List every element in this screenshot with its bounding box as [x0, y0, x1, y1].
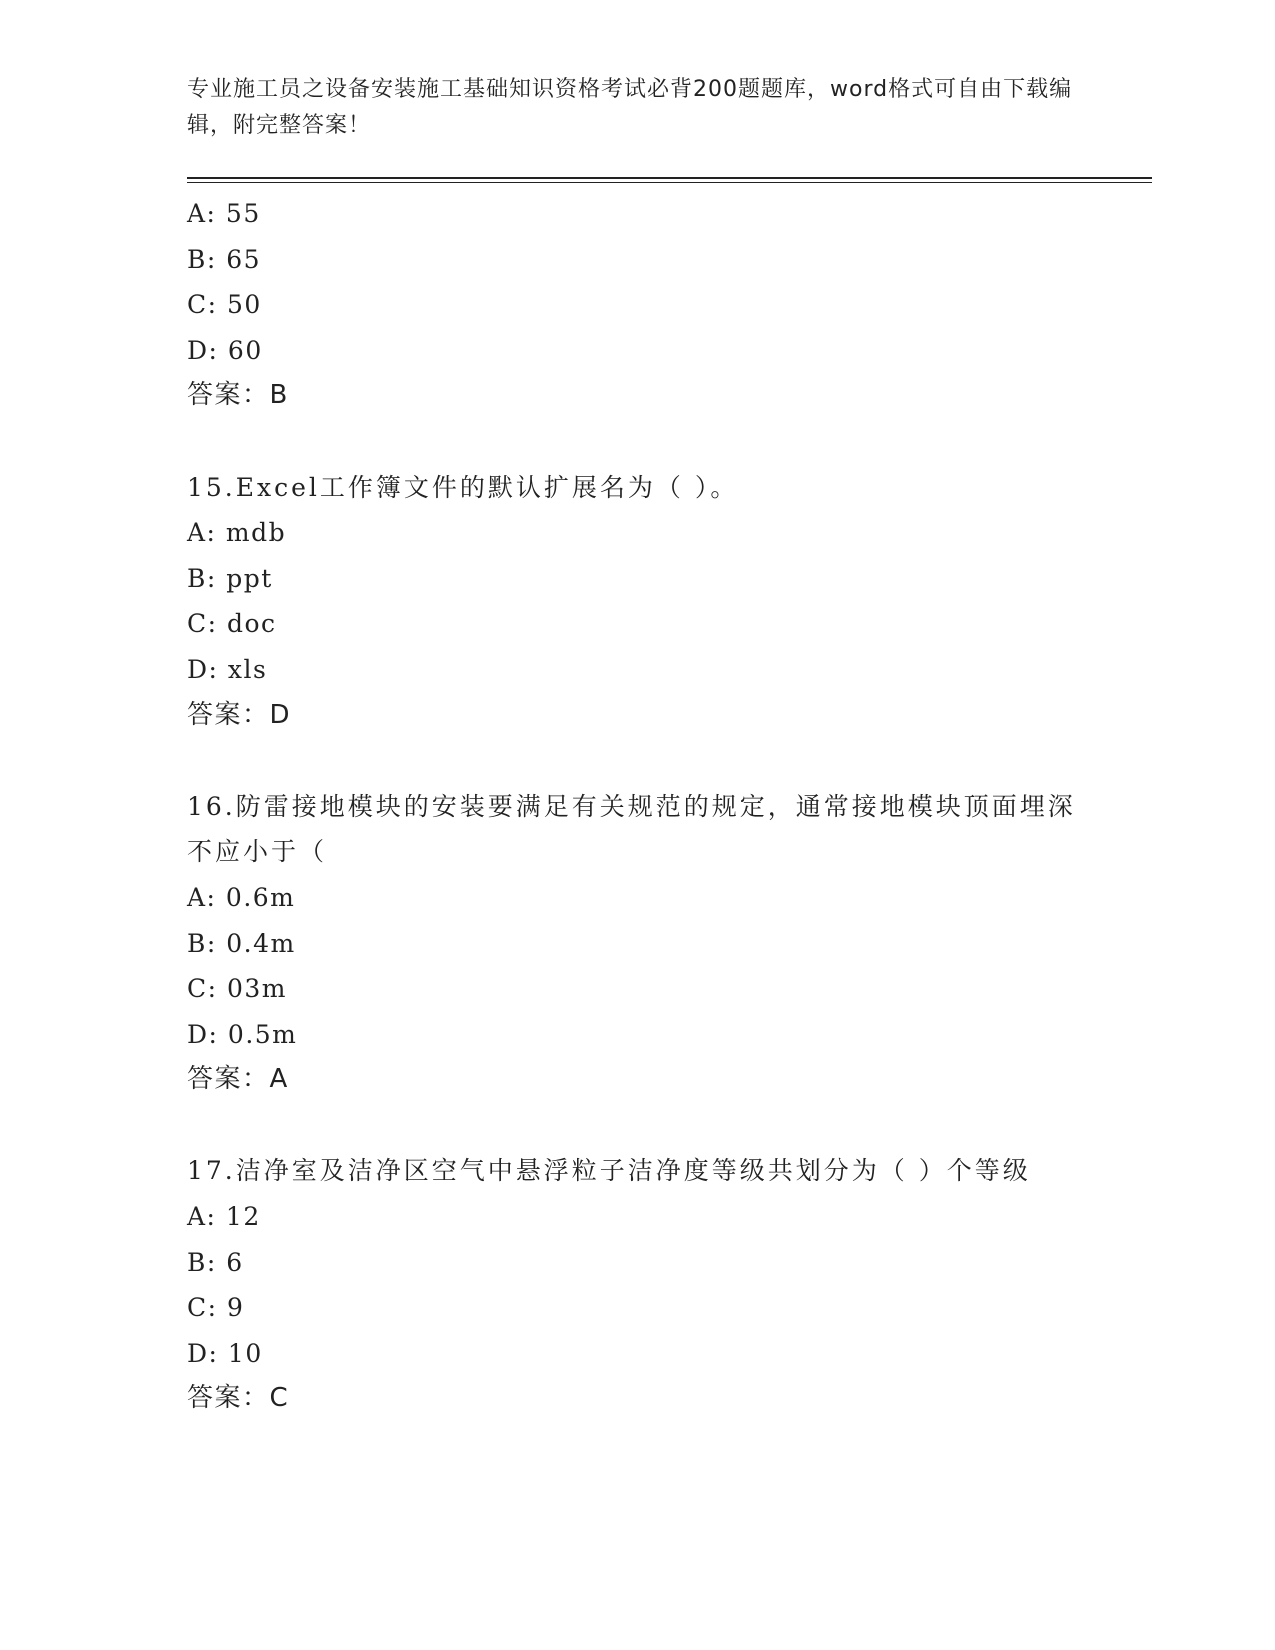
- option-c: C: 03m: [187, 974, 288, 1004]
- block-spacer: [187, 738, 1152, 784]
- option-a: A: 0.6m: [187, 882, 296, 912]
- answer-line: 答案：B: [187, 380, 289, 411]
- option-b: B: ppt: [187, 563, 273, 593]
- option-a: A: mdb: [187, 518, 287, 548]
- question-text: 16.防雷接地模块的安装要满足有关规范的规定，通常接地模块顶面埋深不应小于（: [187, 791, 1076, 867]
- option-b: B: 0.4m: [187, 928, 296, 958]
- question-block-14: [187, 191, 1152, 419]
- question-list: [187, 191, 1152, 1422]
- option-c: C: doc: [187, 609, 277, 639]
- answer-line: 答案：A: [187, 1064, 289, 1095]
- option-d: D: 60: [187, 335, 263, 365]
- option-d: D: xls: [187, 654, 268, 684]
- option-d: D: 10: [187, 1338, 263, 1368]
- header-divider-thick: [187, 177, 1152, 179]
- header-divider-thin: [187, 182, 1152, 183]
- question-block-15: [187, 465, 1152, 739]
- question-block-17: [187, 1148, 1152, 1422]
- option-b: B: 6: [187, 1247, 244, 1277]
- answer-line: 答案：C: [187, 1383, 290, 1414]
- option-a: A: 12: [187, 1202, 261, 1232]
- option-a: A: 55: [187, 199, 261, 228]
- question-block-16: [187, 784, 1152, 1103]
- option-b: B: 65: [187, 244, 262, 274]
- answer-line: 答案：D: [187, 699, 292, 730]
- block-spacer: [187, 419, 1152, 465]
- option-c: C: 9: [187, 1293, 245, 1323]
- option-d: D: 0.5m: [187, 1019, 298, 1049]
- document-header: 专业施工员之设备安装施工基础知识资格考试必背200题题库，word格式可自由下载编辑，附完整答案！: [187, 77, 1073, 138]
- block-spacer: [187, 1103, 1152, 1149]
- option-c: C: 50: [187, 290, 262, 320]
- question-text: 15.Excel工作簿文件的默认扩展名为（ ）。: [187, 472, 739, 502]
- question-text: 17.洁净室及洁净区空气中悬浮粒子洁净度等级共划分为（ ）个等级: [187, 1156, 1031, 1186]
